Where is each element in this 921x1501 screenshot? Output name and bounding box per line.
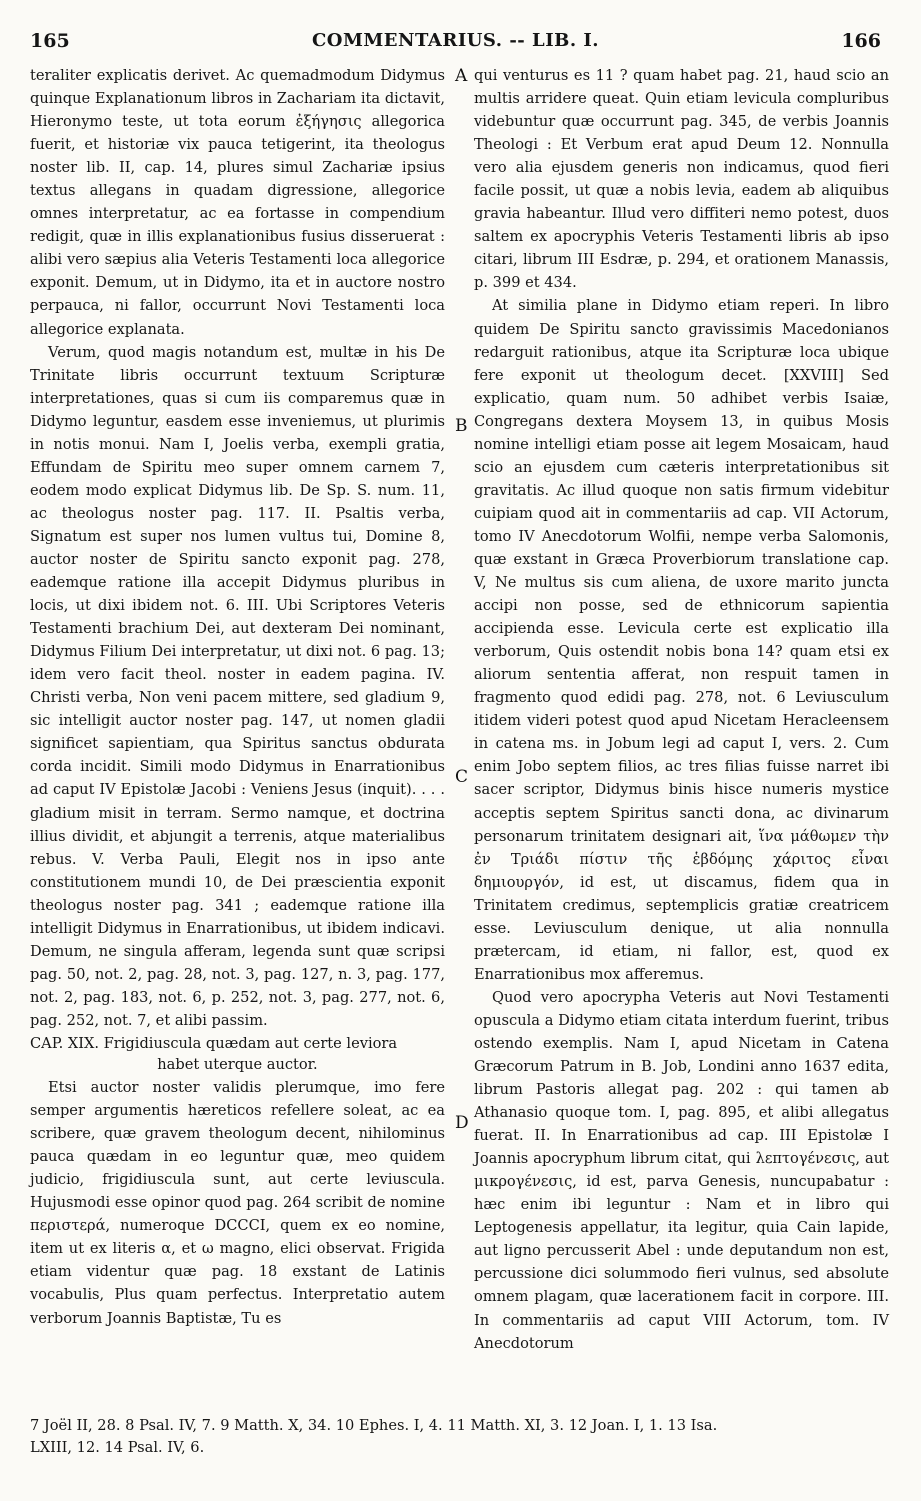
right-column	[474, 64, 889, 1355]
paragraph: Verum, quod magis notandum est, multæ in his De Trinitate libris occurrunt textuum Scripturæ interpretationes, quas si cum iis comparemus quæ in Didymo leguntur, easdem esse inveniemus, ut plurimis in notis monui. Nam I, Joelis verba, exempli gratia, Effundam de Spiritu meo super omnem carnem 7, eodem modo explicat Didymus lib. De Sp. S. num. 11, ac theologus noster pag. 117. II. Psaltis verba, Signatum est super nos lumen vultus tui, Domine 8, auctor noster de Spiritu sancto exponit pag. 278, eademque ratione illa accepit Didymus pluribus in locis, ut dixi ibidem not. 6. III. Ubi Scriptores Veteris Testamenti brachium Dei, aut dexteram Dei nominant, Didymus Filium Dei interpretatur, ut dixi not. 6 pag. 13; idem vero facit theol. noster in eadem pagina. IV. Christi verba, Non veni pacem mittere, sed gladium 9, sic intelligit auctor noster pag. 147, ut nomen gladii significet sapientiam, qua Spiritus sanctus obdurata corda incidit. Simili modo Didymus in Enarrationibus ad caput IV Epistolæ Jacobi : Veniens Jesus (inquit). . . . gladium misit in terram. Sermo namque, et doctrina illius dividit, et abjungit a terrenis, atque materialibus rebus. V. Verba Pauli, Elegit nos in ipso ante constitutionem mundi 10, de Dei præscientia exponit theologus noster pag. 341 ; eademque ratione illa intelligit Didymus in Enarrationibus, ut ibidem indicavi. Demum, ne singula afferam, legenda sunt quæ scripsi pag. 50, not. 2, pag. 28, not. 3, pag. 127, n. 3, pag. 177, not. 2, pag. 183, not. 6, p. 252, not. 3, pag. 277, not. 6, pag. 252, not. 7, et alibi passim.	[30, 343, 445, 1029]
running-title: COMMENTARIUS. -- LIB. I.	[311, 30, 600, 51]
footnote-line: 7 Joël II, 28. 8 Psal. IV, 7. 9 Matth. X, 34. 10 Ephes. I, 4. 11 Matth. XI, 3. 12 Joan. I, 1. 13 Isa.	[30, 1417, 718, 1434]
paragraph: At similia plane in Didymo etiam reperi. In libro quidem De Spiritu sancto gravissimis Macedonianos redarguit rationibus, atque ita Scripturæ loca ubique fere exponit ut theologum decet. [XXVIII] Sed explicatio, quam num. 50 adhibet verbis Isaiæ, Congregans dextera Moysem 13, in quibus Mosis nomine intelligi etiam posse ait legem Mosaicam, haud scio an ejusdem cum cæteris interpretationibus sit gravitatis. Ac illud quoque non satis firmum videbitur cuipiam quod ait in commentariis ad cap. VII Actorum, tomo IV Anecdotorum Wolfii, nempe verba Salomonis, quæ exstant in Græca Proverbiorum translatione cap. V, Ne multus sis cum aliena, de uxore marito juncta accipi non posse, sed de ethnicorum sapientia accipienda esse. Levicula certe est explicatio illa verborum, Quis ostendit nobis bona 14? quam etsi ex aliorum sententia afferat, non respuit tamen in fragmento quod edidi pag. 278, not. 6 Leviusculum itidem videri potest quod apud Nicetam Heracleensem in catena ms. in Jobum legi ad caput I, vers. 2. Cum enim Jobo septem filios, ac tres filias fuisse narret ibi sacer scriptor, Didymus binis hisce numeris mystice acceptis septem Spiritus sancti dona, ac divinarum personarum trinitatem designari ait, ἵνα μάθωμεν τὴν ἐν Τριάδι πίστιν τῆς ἑβδόμης χάριτος εἶναι δημιουργόν, id est, ut discamus, fidem qua in Trinitatem credimus, septemplicis gratiæ creatricem esse. Leviusculum denique, ut alia nonnulla prætercam, id etiam, ni fallor, est, quod ex Enarrationibus mox afferemus.	[474, 297, 889, 983]
footnotes	[30, 1415, 890, 1459]
footnote-line: LXIII, 12. 14 Psal. IV, 6.	[30, 1439, 205, 1456]
page-number-left: 165	[30, 30, 70, 52]
chapter-heading-continued: habet uterque auctor.	[157, 1056, 318, 1074]
paragraph: teraliter explicatis derivet. Ac quemadmodum Didymus quinque Explanationum libros in Zachariam ita dictavit, Hieronymo teste, ut tota eorum ἐξήγησις allegorica fuerit, et historiæ vix pauca tetigerint, ita theologus noster lib. II, cap. 14, plures simul Zachariæ ipsius textus allegans in quadam digressione, allegorice omnes interpretatur, ac ea fortasse in compendium redigit, quæ in illis explanationibus fusius disseruerat : alibi vero sæpius alia Veteris Testamenti loca allegorice exponit. Demum, ut in Didymo, ita et in auctore nostro perpauca, ni fallor, occurrunt Novi Testamenti loca allegorice explanata.	[30, 67, 445, 338]
page-header	[30, 30, 881, 58]
left-column	[30, 64, 445, 1330]
chapter-heading: CAP. XIX. Frigidiuscula quædam aut certe leviora	[30, 1034, 398, 1052]
margin-marker-a: A	[455, 66, 468, 86]
paragraph: qui venturus es 11 ? quam habet pag. 21, haud scio an multis arridere queat. Quin etiam levicula compluribus videbuntur quæ occurrunt pag. 345, de verbis Joannis Theologi : Et Verbum erat apud Deum 12. Nonnulla vero alia ejusdem generis non indicamus, quod fieri facile possit, ut quæ a nobis levia, eadem ab aliquibus gravia habeantur. Illud vero diffiteri nemo potest, duos saltem ex apocryphis Veteris Testamenti libris ab ipso citari, librum III Esdræ, p. 294, et orationem Manassis, p. 399 et 434.	[474, 67, 889, 292]
paragraph: Quod vero apocrypha Veteris aut Novi Testamenti opuscula a Didymo etiam citata interdum fuerint, tribus ostendo exemplis. Nam I, apud Nicetam in Catena Græcorum Patrum in B. Job, Londini anno 1637 edita, librum Pastoris allegat pag. 202 : qui tamen ab Athanasio quoque tom. I, pag. 895, et alibi allegatus fuerat. II. In Enarrationibus ad cap. III Epistolæ I Joannis apocryphum librum citat, qui λεπτογένεσις, aut μικρογένεσις, id est, parva Genesis, nuncupabatur : hæc enim ibi leguntur : Nam et in libro qui Leptogenesis appellatur, ita legitur, quia Cain lapide, aut ligno percusserit Abel : unde deputandum non est, percussione dici solummodo fieri vulnus, sed absolute omnem plagam, quæ lacerationem facit in corpore. III. In commentariis ad caput VIII Actorum, tom. IV Anecdotorum	[474, 988, 889, 1352]
margin-marker-b: B	[455, 416, 468, 436]
page-number-right: 166	[841, 30, 881, 52]
margin-marker-c: C	[455, 767, 469, 787]
paragraph: Etsi auctor noster validis plerumque, imo fere semper argumentis hæreticos refellere soleat, ac ea scribere, quæ gravem theologum decent, nihilominus pauca quædam in eo leguntur quæ, meo quidem judicio, frigidiuscula sunt, aut certe leviuscula. Hujusmodi esse opinor quod pag. 264 scribit de nomine περιστερά, numeroque DCCCI, quem ex eo nomine, item ut ex literis α, et ω magno, elici observat. Frigida etiam videntur quæ pag. 18 exstant de Latinis vocabulis, Plus quam perfectus. Interpretatio autem verborum Joannis Baptistæ, Tu es	[30, 1079, 445, 1327]
margin-marker-d: D	[455, 1113, 469, 1133]
